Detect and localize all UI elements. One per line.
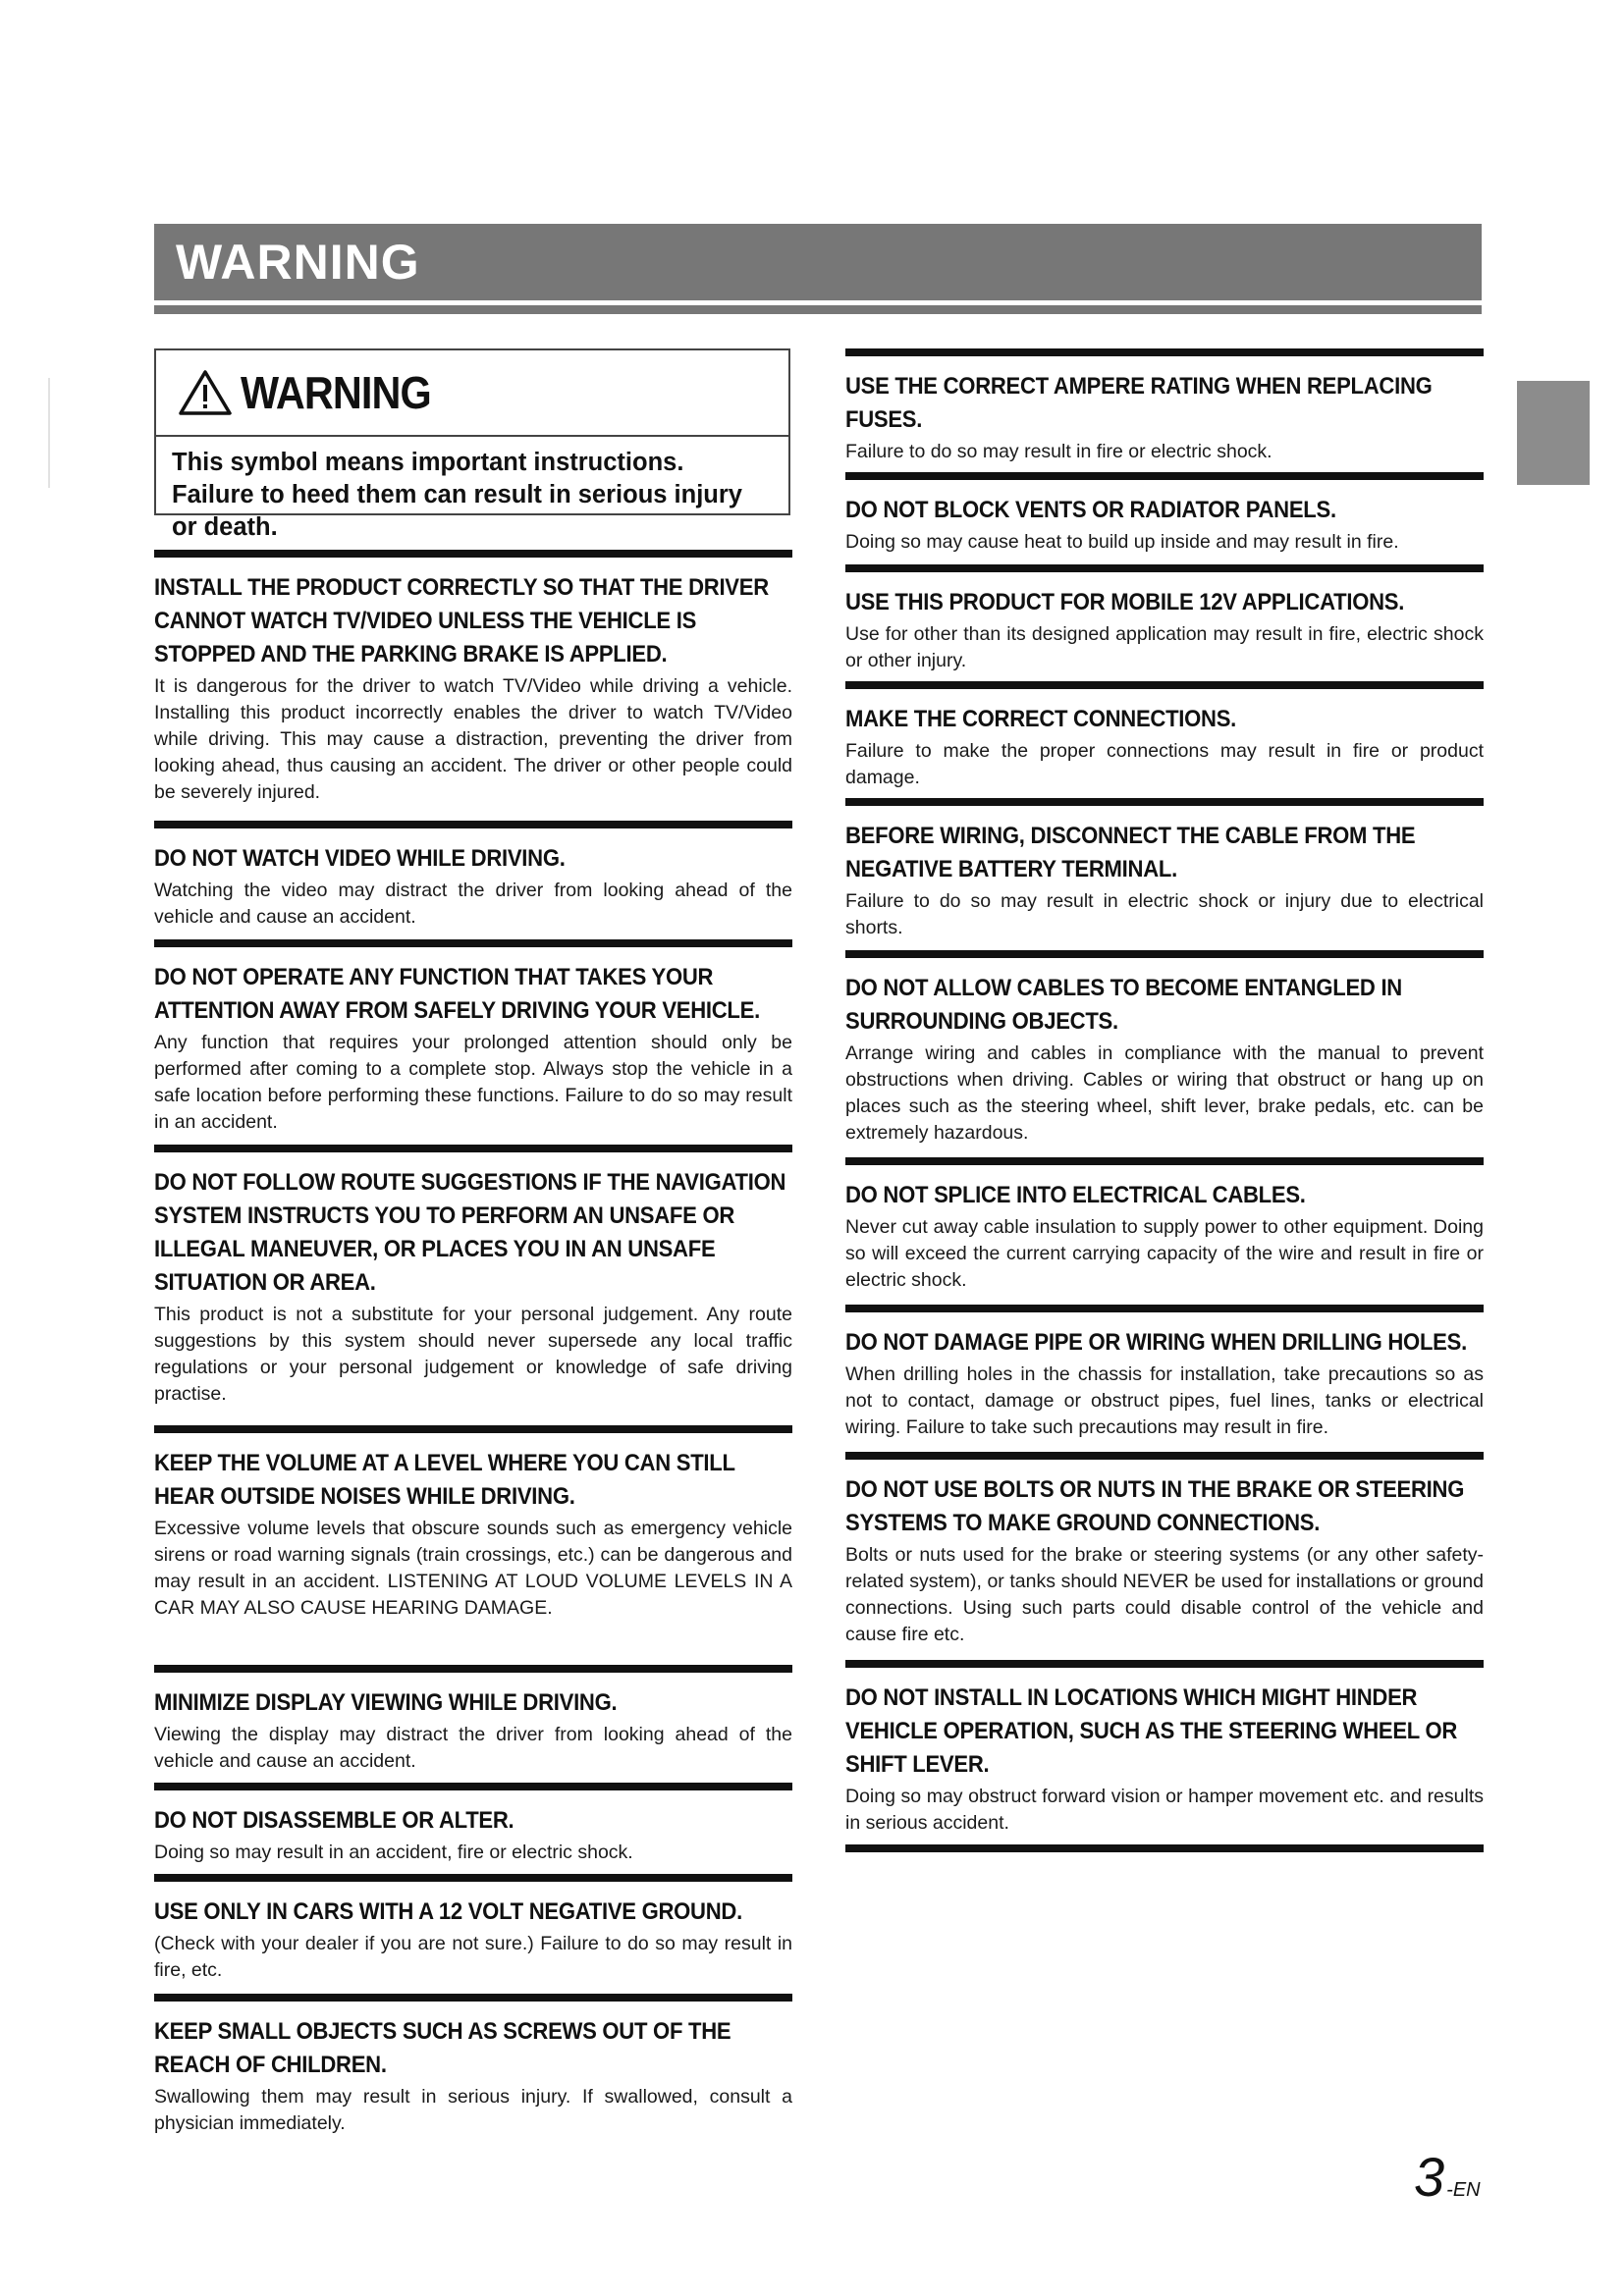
section-title: DO NOT BLOCK VENTS OR RADIATOR PANELS.: [845, 497, 1336, 523]
warning-box-description: This symbol means important instructions. Failure to heed them can result in serious injury or death.: [172, 449, 742, 541]
page-number-digit: 3: [1414, 2146, 1445, 2208]
section-body: Failure to do so may result in electric shock or injury due to electrical shorts.: [845, 890, 1484, 938]
section-body: When drilling holes in the chassis for installation, take precautions so as not to contact, damage or obstruct pipes, fuel lines, tanks or electrical wiring. Failure to take such precautions may result in fire.: [845, 1363, 1484, 1438]
warning-section: [154, 1665, 792, 1783]
warning-box-header: [156, 350, 788, 437]
warning-section: [845, 1660, 1484, 1852]
section-title: INSTALL THE PRODUCT CORRECTLY SO THAT THE DRIVER CANNOT WATCH TV/VIDEO UNLESS THE VEHICLE IS STOPPED AND THE PARKING BRAKE IS APPLIED.: [154, 574, 769, 667]
warning-section: [845, 798, 1484, 949]
section-body: Any function that requires your prolonged attention should only be performed after coming to a complete stop. Always stop the vehicle in a safe location before performing these functions. Failure to do so may result in an accident.: [154, 1032, 792, 1133]
section-body: It is dangerous for the driver to watch TV/Video while driving a vehicle. Installing this product incorrectly enables the driver to watch TV/Video while driving. This may cause a distraction, preventing the driver from looking ahead, thus causing an accident. The driver or other people could be severely injured.: [154, 675, 792, 803]
warning-section: [845, 472, 1484, 563]
margin-line: [48, 378, 50, 488]
warning-section: [845, 564, 1484, 682]
warning-section: [154, 1425, 792, 1629]
warning-section: [845, 681, 1484, 799]
section-title: DO NOT ALLOW CABLES TO BECOME ENTANGLED IN SURROUNDING OBJECTS.: [845, 975, 1402, 1035]
banner-title: WARNING: [176, 235, 420, 290]
page-number-suffix: -EN: [1446, 2179, 1481, 2201]
section-title: DO NOT DAMAGE PIPE OR WIRING WHEN DRILLING HOLES.: [845, 1329, 1467, 1356]
section-title: DO NOT OPERATE ANY FUNCTION THAT TAKES YOUR ATTENTION AWAY FROM SAFELY DRIVING YOUR VEHICLE.: [154, 964, 760, 1024]
section-title: KEEP SMALL OBJECTS SUCH AS SCREWS OUT OF THE REACH OF CHILDREN.: [154, 2018, 731, 2078]
warning-section: [845, 1305, 1484, 1449]
section-title: DO NOT FOLLOW ROUTE SUGGESTIONS IF THE NAVIGATION SYSTEM INSTRUCTS YOU TO PERFORM AN UNSAFE OR ILLEGAL MANEUVER, OR PLACES YOU IN AN UNSAFE SITUATION OR AREA.: [154, 1169, 786, 1296]
warning-section: [845, 348, 1484, 473]
warning-section: [154, 1783, 792, 1874]
warning-triangle-icon: [178, 369, 233, 416]
section-body: Bolts or nuts used for the brake or steering systems (or any other safety-related system), or tanks should NEVER be used for installations or ground connections. Using such parts could disable control of the vehicle and cause fire etc.: [845, 1544, 1484, 1645]
section-body: Viewing the display may distract the driver from looking ahead of the vehicle and cause an accident.: [154, 1724, 792, 1772]
section-title: DO NOT DISASSEMBLE OR ALTER.: [154, 1807, 514, 1834]
warning-section: [154, 1874, 792, 1992]
section-title: USE THIS PRODUCT FOR MOBILE 12V APPLICATIONS.: [845, 589, 1405, 615]
warning-section: [845, 950, 1484, 1154]
warning-section: [154, 821, 792, 938]
section-title: USE THE CORRECT AMPERE RATING WHEN REPLACING FUSES.: [845, 373, 1433, 433]
warning-section: [845, 1157, 1484, 1302]
section-body: Failure to make the proper connections may result in fire or product damage.: [845, 740, 1484, 788]
section-banner: [154, 224, 1482, 300]
section-body: Use for other than its designed application may result in fire, electric shock or other injury.: [845, 623, 1484, 671]
section-body: Doing so may cause heat to build up inside and may result in fire.: [845, 531, 1399, 553]
section-body: Doing so may obstruct forward vision or hamper movement etc. and results in serious accident.: [845, 1786, 1484, 1834]
section-title: DO NOT USE BOLTS OR NUTS IN THE BRAKE OR STEERING SYSTEMS TO MAKE GROUND CONNECTIONS.: [845, 1476, 1465, 1536]
section-body: Arrange wiring and cables in compliance with the manual to prevent obstructions when driving. Cables or wiring that obstruct or hang up on places such as the steering wheel, shift lever, brake pedals, etc. can be extremely hazardous.: [845, 1042, 1484, 1144]
section-body: Failure to do so may result in fire or electric shock.: [845, 441, 1272, 462]
section-body: This product is not a substitute for your personal judgement. Any route suggestions by this system should never supersede any local traffic regulations or your personal judgement or knowledge of safe driving practise.: [154, 1304, 792, 1405]
banner-underline: [154, 305, 1482, 314]
warning-box-title: WARNING: [241, 367, 431, 418]
section-title: BEFORE WIRING, DISCONNECT THE CABLE FROM THE NEGATIVE BATTERY TERMINAL.: [845, 823, 1416, 882]
section-title: MINIMIZE DISPLAY VIEWING WHILE DRIVING.: [154, 1689, 618, 1716]
section-body: Watching the video may distract the driver from looking ahead of the vehicle and cause an accident.: [154, 880, 792, 928]
section-title: DO NOT WATCH VIDEO WHILE DRIVING.: [154, 845, 566, 872]
section-body: Excessive volume levels that obscure sounds such as emergency vehicle sirens or road warning signals (train crossings, etc.) can be dangerous and may result in an accident. LISTENING AT LOUD VOLUME LEVELS IN A CAR MAY ALSO CAUSE HEARING DAMAGE.: [154, 1518, 792, 1619]
chapter-tab: [1517, 381, 1590, 485]
warning-section: [154, 939, 792, 1144]
section-body: Doing so may result in an accident, fire or electric shock.: [154, 1842, 633, 1863]
section-body: Swallowing them may result in serious injury. If swallowed, consult a physician immediately.: [154, 2086, 792, 2134]
warning-section: [154, 550, 792, 814]
section-title: USE ONLY IN CARS WITH A 12 VOLT NEGATIVE GROUND.: [154, 1898, 742, 1925]
warning-section: [154, 1145, 792, 1415]
section-title: MAKE THE CORRECT CONNECTIONS.: [845, 706, 1237, 732]
section-body: Never cut away cable insulation to supply power to other equipment. Doing so will exceed the current carrying capacity of the wire and result in fire or electric shock.: [845, 1216, 1484, 1291]
warning-symbol-box: [154, 348, 790, 541]
page-number: [1414, 2145, 1481, 2209]
warning-section: [154, 1994, 792, 2145]
section-title: KEEP THE VOLUME AT A LEVEL WHERE YOU CAN STILL HEAR OUTSIDE NOISES WHILE DRIVING.: [154, 1450, 735, 1510]
section-title: DO NOT SPLICE INTO ELECTRICAL CABLES.: [845, 1182, 1306, 1208]
section-body: (Check with your dealer if you are not sure.) Failure to do so may result in fire, etc.: [154, 1933, 792, 1981]
section-title: DO NOT INSTALL IN LOCATIONS WHICH MIGHT HINDER VEHICLE OPERATION, SUCH AS THE STEERING WHEEL OR SHIFT LEVER.: [845, 1684, 1458, 1778]
warning-section: [845, 1452, 1484, 1656]
